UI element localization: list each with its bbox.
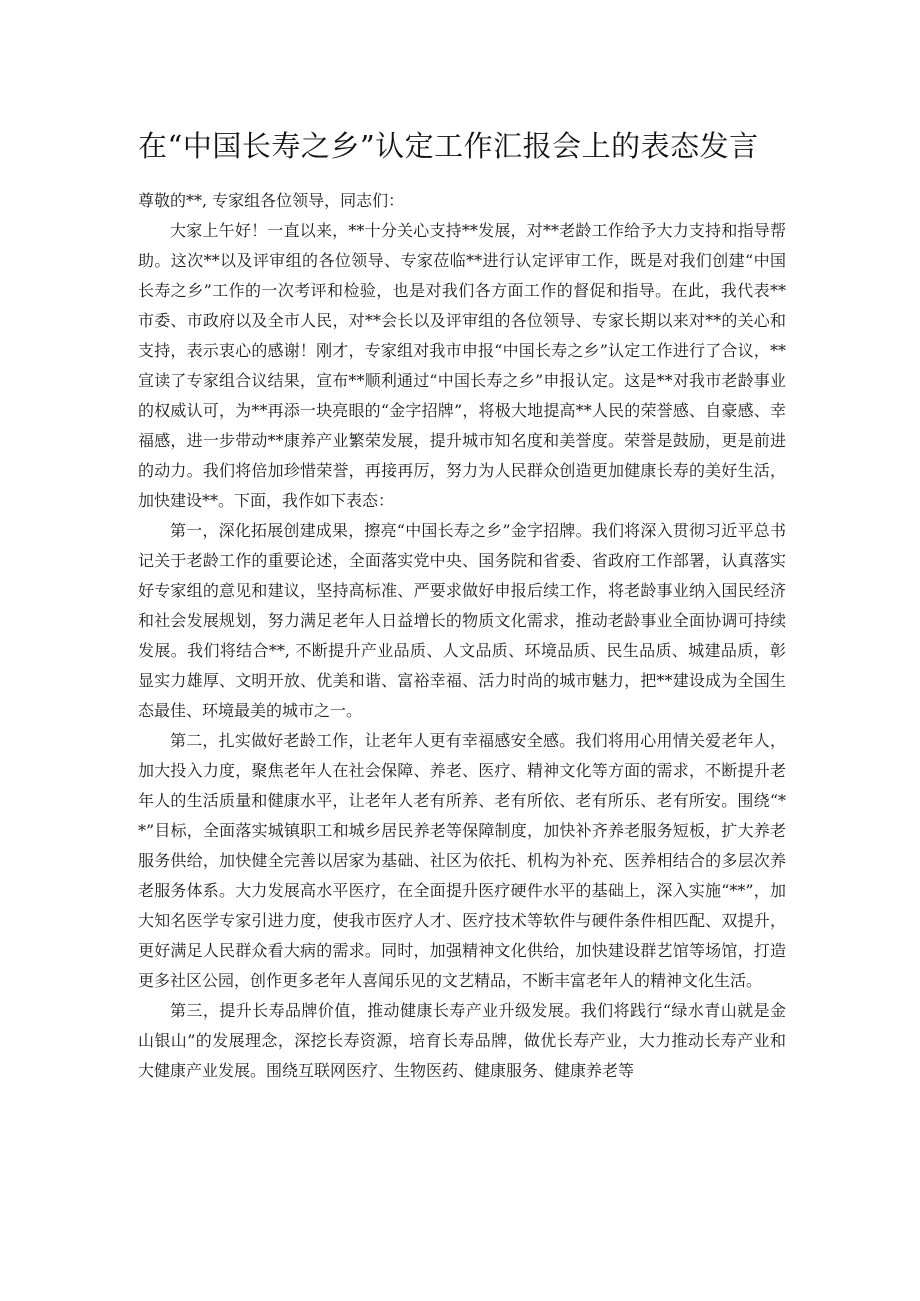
paragraph-opening: 大家上午好！一直以来，**十分关心支持**发展，对**老龄工作给予大力支持和指导帮助。这次**以及评审组的各位领导、专家莅临**进行认定评审工作，既是对我们创建“中国长寿之乡”工作的一次考评和检验，也是对我们各方面工作的督促和指导。在此，我代表**市委、市政府以及全市人民，对**会长以及评审组的各位领导、专家长期以来对**的关心和支持，表示衷心的感谢！刚才，专家组对我市申报“中国长寿之乡”认定工作进行了合议，**宣读了专家组合议结果，宣布**顺利通过“中国长寿之乡”申报认定。这是**对我市老龄事业的权威认可，为**再添一块亮眼的“金字招牌”，将极大地提高**人民的荣誉感、自豪感、幸福感，进一步带动**康养产业繁荣发展，提升城市知名度和美誉度。荣誉是鼓励，更是前进的动力。我们将倍加珍惜荣誉，再接再厉，努力为人民群众创造更加健康长寿的美好生活，加快建设**。下面，我作如下表态：	[138, 221, 786, 510]
paragraph-first-point: 第一，深化拓展创建成果，擦亮“中国长寿之乡”金字招牌。我们将深入贯彻习近平总书记关于老龄工作的重要论述，全面落实党中央、国务院和省委、省政府工作部署，认真落实好专家组的意见和建议，坚持高标准、严要求做好申报后续工作，将老龄事业纳入国民经济和社会发展规划，努力满足老年人日益增长的物质文化需求，推动老龄事业全面协调可持续发展。我们将结合**, 不断提升产业品质、人文品质、环境品质、民生品质、城建品质，彰显实力雄厚、文明开放、优美和谐、富裕幸福、活力时尚的城市魅力，把**建设成为全国生态最佳、环境最美的城市之一。	[138, 521, 786, 720]
salutation: 尊敬的**, 专家组各位领导，同志们：	[138, 191, 405, 210]
document-page	[138, 0, 786, 1086]
document-title: 在“中国长寿之乡”认定工作汇报会上的表态发言	[138, 129, 759, 163]
paragraph-third-point: 第三，提升长寿品牌价值，推动健康长寿产业升级发展。我们将践行“绿水青山就是金山银山”的发展理念，深挖长寿资源，培育长寿品牌，做优长寿产业，大力推动长寿产业和大健康产业发展。围绕互联网医疗、生物医药、健康服务、健康养老等	[138, 1001, 786, 1080]
paragraph-second-point: 第二，扎实做好老龄工作，让老年人更有幸福感安全感。我们将用心用情关爱老年人，加大投入力度，聚焦老年人在社会保障、养老、医疗、精神文化等方面的需求，不断提升老年人的生活质量和健康水平，让老年人老有所养、老有所依、老有所乐、老有所安。围绕“**”目标，全面落实城镇职工和城乡居民养老等保障制度，加快补齐养老服务短板，扩大养老服务供给，加快健全完善以居家为基础、社区为依托、机构为补充、医养相结合的多层次养老服务体系。大力发展高水平医疗，在全面提升医疗硬件水平的基础上，深入实施“**”，加大知名医学专家引进力度，使我市医疗人才、医疗技术等软件与硬件条件相匹配、双提升，更好满足人民群众看大病的需求。同时，加强精神文化供给，加快建设群艺馆等场馆，打造更多社区公园，创作更多老年人喜闻乐见的文艺精品，不断丰富老年人的精神文化生活。	[138, 731, 786, 990]
